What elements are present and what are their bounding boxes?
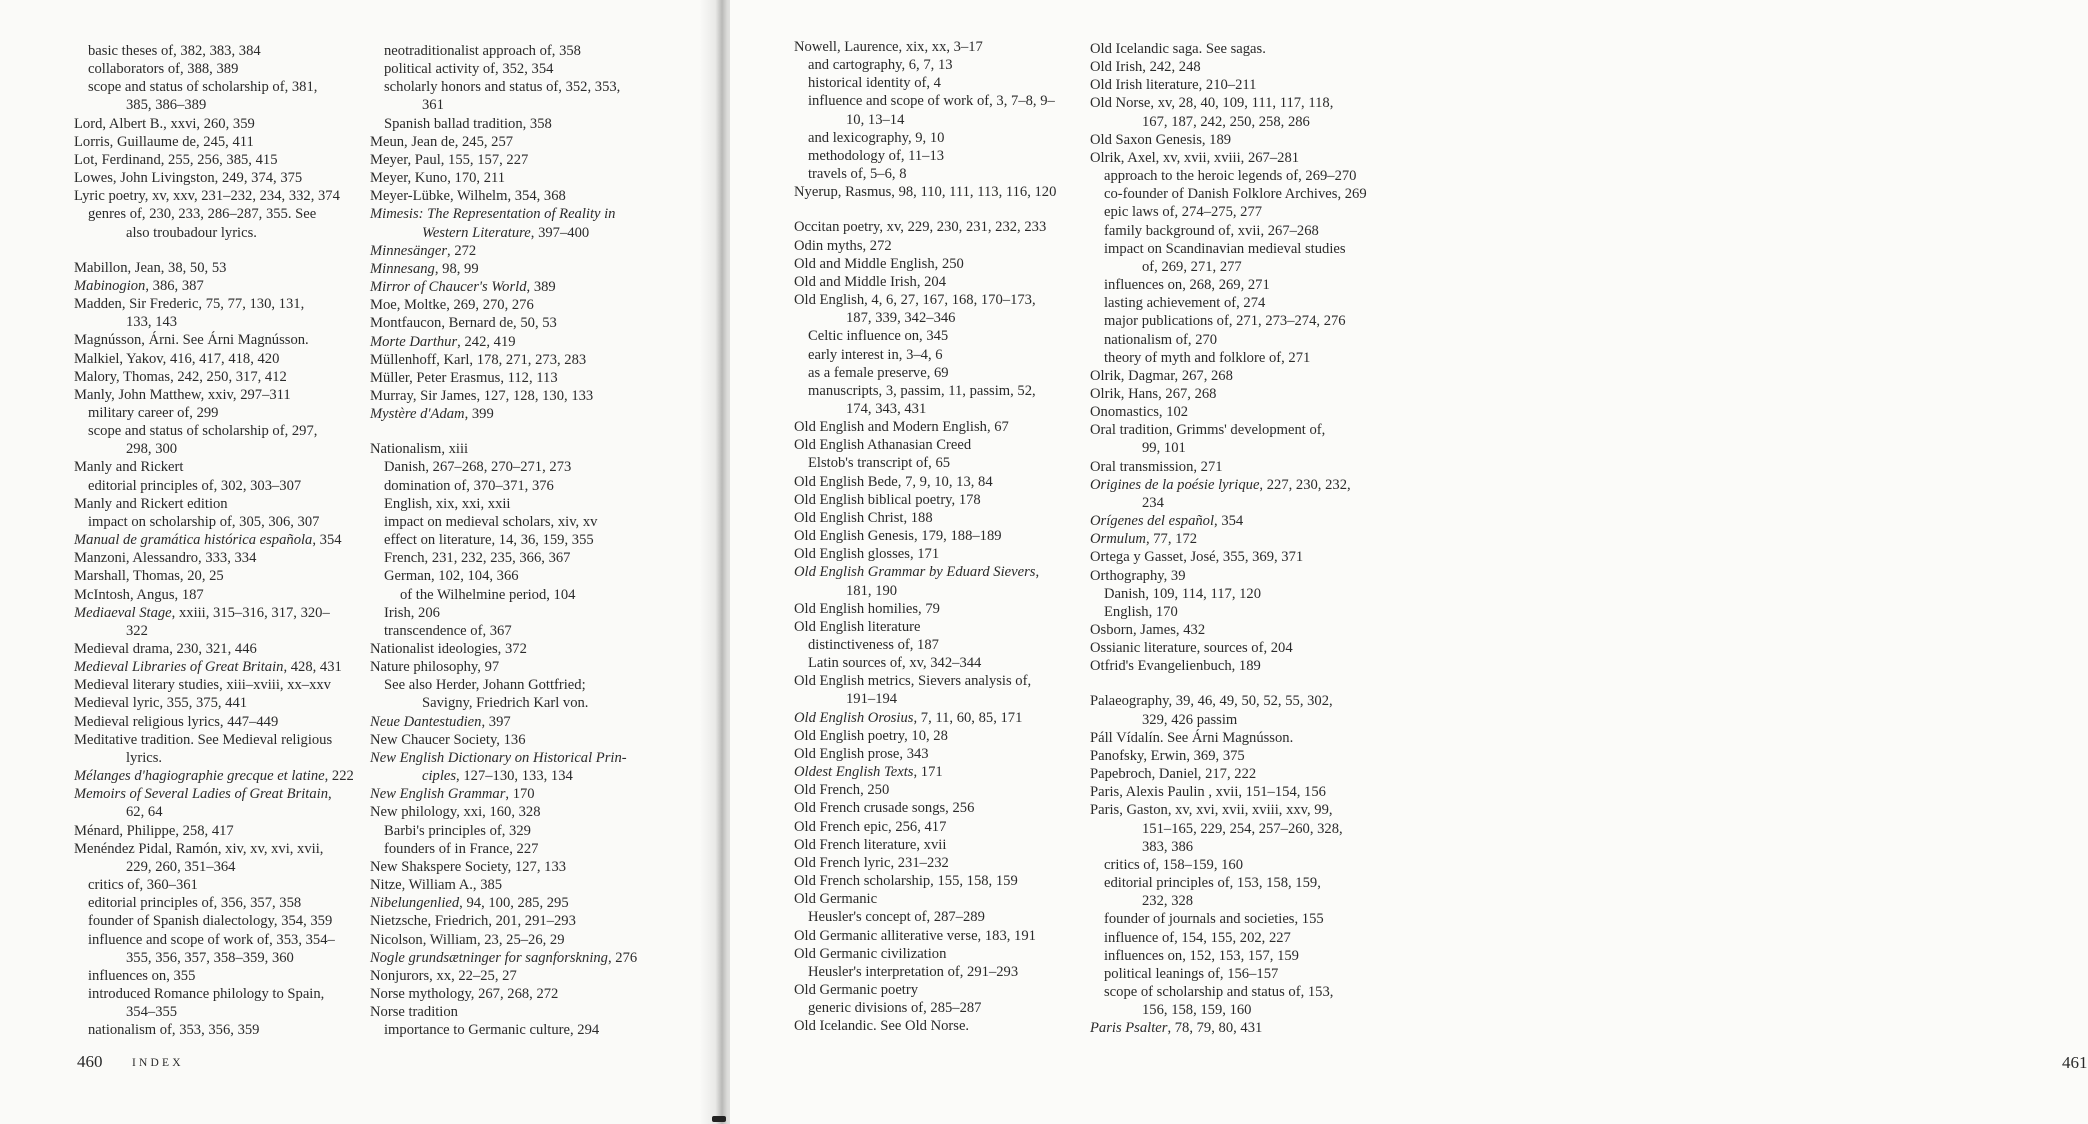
index-subentry: 355, 356, 357, 358–359, 360 [126,949,294,966]
index-subentry: See also Herder, Johann Gottfried; [384,677,586,694]
index-entry [74,767,354,785]
entry-locators: , 78, 79, 80, 431 [1167,1020,1263,1037]
index-subentry: editorial principles of, 153, 158, 159, [1104,875,1321,892]
title-italic: Mirror of Chaucer's World [370,279,527,296]
index-subentry: political activity of, 352, 354 [384,61,554,78]
index-subentry: 187, 339, 342–346 [846,310,956,327]
index-subentry: critics of, 360–361 [88,877,198,894]
index-entry: Old English Athanasian Creed [794,437,972,454]
index-entry: Old and Middle Irish, 204 [794,273,947,290]
index-subentry: Irish, 206 [384,604,440,621]
index-entry: Manly and Rickert edition [74,495,228,512]
index-entry: Medieval lyric, 355, 375, 441 [74,695,248,712]
title-italic: Manual de gramática histórica española [74,532,313,549]
title-italic: Old English Orosius [794,709,914,726]
spine-mark [712,1116,726,1122]
section-gap [74,242,354,259]
index-subentry: methodology of, 11–13 [808,147,945,164]
entry-locators: , 386, 387 [145,277,204,294]
entry-locators: , 272 [447,242,477,259]
index-entry: Nicolson, William, 23, 25–26, 29 [370,931,565,948]
index-entry: Old French crusade songs, 256 [794,800,975,817]
entry-locators: , xxiii, 315–316, 317, 320– [171,604,330,621]
index-entry: Nitze, William A., 385 [370,877,503,894]
index-subentry: of, 269, 271, 277 [1142,258,1242,275]
index-column [74,42,354,1039]
index-entry [370,785,637,803]
index-subentry: importance to Germanic culture, 294 [384,1022,600,1039]
index-entry: Lot, Ferdinand, 255, 256, 385, 415 [74,151,278,168]
index-subentry: nationalism of, 353, 356, 359 [88,1022,260,1039]
index-subentry: impact on Scandinavian medieval studies [1104,240,1346,257]
index-entry: Meyer, Paul, 155, 157, 227 [370,151,529,168]
title-italic: Memoirs of Several Ladies of Great Britain [74,786,329,803]
index-entry: New philology, xxi, 160, 328 [370,804,541,821]
index-subentry: co-founder of Danish Folklore Archives, 269 [1104,186,1367,203]
entry-locators: , 170 [505,786,535,803]
index-entry: Old French literature, xvii [794,836,947,853]
index-entry: Old English metrics, Sievers analysis of, [794,673,1032,690]
index-entry: Malkiel, Yakov, 416, 417, 418, 420 [74,350,280,367]
index-entry: Magnússon, Árni. See Árni Magnússon. [74,332,309,349]
index-entry: New Chaucer Society, 136 [370,731,526,748]
index-entry: Old English Bede, 7, 9, 10, 13, 84 [794,473,993,490]
index-entry: Nonjurors, xx, 22–25, 27 [370,967,517,984]
index-subentry: influence and scope of work of, 3, 7–8, 9– [808,93,1055,110]
index-entry: Meditative tradition. See Medieval religious [74,731,333,748]
entry-locators: , 98, 99 [434,260,479,277]
entry-locators: , 222 [324,768,354,785]
index-entry: Old English and Modern English, 67 [794,419,1009,436]
index-entry: Palaeography, 39, 46, 49, 50, 52, 55, 302, [1090,693,1333,710]
index-subentry: manuscripts, 3, passim, 11, passim, 52, [808,382,1036,399]
index-entry: Osborn, James, 432 [1090,622,1206,638]
index-entry: Old English homilies, 79 [794,600,940,617]
index-entry: Medieval literary studies, xiii–xviii, xx–xxv [74,677,331,694]
title-italic: Mélanges d'hagiographie grecque et latine [74,768,325,785]
index-subentry [370,767,637,785]
index-subentry: 361 [422,97,444,114]
index-subentry: Spanish ballad tradition, 358 [384,115,552,132]
index-entry [794,763,1056,781]
index-entry: Olrik, Axel, xv, xvii, xviii, 267–281 [1090,149,1300,166]
index-subentry: 191–194 [846,691,898,708]
section-gap [370,423,637,440]
entry-locators: , 354 [312,532,342,549]
index-subentry: collaborators of, 388, 389 [88,61,239,78]
index-entry: Marshall, Thomas, 20, 25 [74,568,224,585]
entry-locators: , 428, 431 [283,659,342,676]
index-subentry: 133, 143 [126,314,178,331]
index-subentry: critics of, 158–159, 160 [1104,856,1244,873]
index-subentry: Savigny, Friedrich Karl von. [422,695,589,712]
index-entry: Nationalism, xiii [370,441,469,458]
index-entry: Old English literature [794,618,921,635]
index-entry: Old English biblical poetry, 178 [794,491,981,508]
index-subentry: 383, 386 [1142,838,1194,855]
index-column [1090,40,1367,1037]
index-entry [74,604,354,622]
entry-locators: , [1035,564,1040,581]
index-subentry: also troubadour lyrics. [126,224,257,241]
index-subentry: 234 [1142,494,1164,511]
index-entry: Manly, John Matthew, xxiv, 297–311 [74,386,291,403]
index-entry [794,709,1056,727]
index-subentry: and cartography, 6, 7, 13 [808,57,953,74]
index-entry: Orthography, 39 [1090,567,1186,584]
index-entry: Otfrid's Evangelienbuch, 189 [1090,658,1261,675]
index-entry [1090,476,1367,494]
index-entry: Occitan poetry, xv, 229, 230, 231, 232, 233 [794,219,1047,236]
section-gap [1090,675,1367,692]
entry-locators: , 389 [526,279,556,296]
index-subentry: basic theses of, 382, 383, 384 [88,43,261,59]
index-subentry: English, xix, xxi, xxii [384,495,511,512]
index-subentry: distinctiveness of, 187 [808,637,939,653]
title-italic: Ormulum [1090,531,1146,548]
page-number: 461 [2062,1053,2088,1072]
index-subentry: lasting achievement of, 274 [1104,295,1266,312]
index-entry [74,658,354,676]
index-entry: Nationalist ideologies, 372 [370,641,527,657]
index-subentry: lyrics. [126,749,163,766]
index-entry: Old English Genesis, 179, 188–189 [794,528,1002,545]
index-entry: Madden, Sir Frederic, 75, 77, 130, 131, [74,296,305,313]
index-entry: Oral transmission, 271 [1090,458,1223,475]
left-page [0,0,716,1124]
index-entry [370,405,637,423]
index-entry [370,333,637,351]
index-entry: Old English glosses, 171 [794,546,940,563]
index-subentry: 229, 260, 351–364 [126,858,236,875]
title-italic: Oldest English Texts [794,764,914,781]
index-subentry: introduced Romance philology to Spain, [88,985,325,1002]
index-subentry: of the Wilhelmine period, 104 [400,586,576,603]
index-entry: Olrik, Dagmar, 267, 268 [1090,367,1233,384]
index-subentry: founder of journals and societies, 155 [1104,911,1324,928]
index-subentry: founders of in France, 227 [384,840,539,857]
index-subentry: 329, 426 passim [1142,711,1238,728]
index-entry: Manly and Rickert [74,459,184,476]
index-entry [370,749,637,767]
index-subentry [370,224,637,242]
index-entry: Old Germanic poetry [794,981,919,998]
index-entry: Papebroch, Daniel, 217, 222 [1090,766,1257,783]
index-entry: Nyerup, Rasmus, 98, 110, 111, 113, 116, 120 [794,184,1057,201]
index-subentry: 167, 187, 242, 250, 258, 286 [1142,113,1310,130]
index-entry: Paris, Alexis Paulin , xvii, 151–154, 156 [1090,784,1326,801]
entry-locators: , 399 [464,406,494,423]
index-entry: Ortega y Gasset, José, 355, 369, 371 [1090,549,1304,566]
title-italic: Mystère d'Adam [370,406,465,423]
index-entry: Nowell, Laurence, xix, xx, 3–17 [794,39,983,55]
index-entry: Old English prose, 343 [794,745,929,762]
index-subentry: effect on literature, 14, 36, 159, 355 [384,532,594,549]
index-subentry: 385, 386–389 [126,97,207,114]
index-subentry: German, 102, 104, 366 [384,568,519,585]
index-subentry: early interest in, 3–4, 6 [808,346,943,363]
page-number: 460 [77,1052,103,1071]
index-subentry: generic divisions of, 285–287 [808,1000,982,1017]
index-subentry: scope of scholarship and status of, 153, [1104,983,1334,1000]
index-entry: Ménard, Philippe, 258, 417 [74,822,234,839]
entry-locators: , 127–130, 133, 134 [456,768,573,785]
index-entry: Murray, Sir James, 127, 128, 130, 133 [370,387,594,404]
index-entry [370,260,637,278]
index-column [794,38,1056,1035]
entry-locators: , 227, 230, 232, [1259,476,1351,493]
title-italic: Mimesis: The Representation of Reality in [370,206,616,223]
entry-locators: , 94, 100, 285, 295 [459,895,569,912]
entry-locators: , 276 [607,949,638,966]
index-entry: Nature philosophy, 97 [370,659,500,676]
index-subentry: Danish, 109, 114, 117, 120 [1104,585,1262,602]
index-subentry: travels of, 5–6, 8 [808,166,907,183]
index-entry: Müller, Peter Erasmus, 112, 113 [370,369,558,386]
index-entry: Paris, Gaston, xv, xvi, xvii, xviii, xxv, 99, [1090,802,1333,819]
title-italic: Mediaeval Stage [74,604,172,621]
index-entry: Norse mythology, 267, 268, 272 [370,985,559,1002]
index-subentry: scope and status of scholarship of, 297, [88,423,318,440]
index-entry: New Shakspere Society, 127, 133 [370,858,567,875]
index-subentry: and lexicography, 9, 10 [808,129,945,146]
index-entry [794,563,1056,581]
title-italic: Paris Psalter [1090,1020,1168,1037]
entry-locators: , [328,786,332,803]
index-subentry: impact on medieval scholars, xiv, xv [384,513,598,530]
index-subentry: family background of, xvii, 267–268 [1104,222,1319,239]
index-entry: Old French scholarship, 155, 158, 159 [794,873,1018,890]
index-entry [1090,530,1367,548]
index-entry [370,242,637,260]
index-entry: Ossianic literature, sources of, 204 [1090,640,1293,657]
index-subentry: English, 170 [1104,603,1178,620]
entry-locators: , 77, 172 [1145,531,1198,548]
title-italic: Minnesang [370,260,435,277]
index-entry: Old English, 4, 6, 27, 167, 168, 170–173, [794,292,1036,309]
title-italic: Neue Dantestudien [370,713,482,730]
index-entry: Old English poetry, 10, 28 [794,727,948,744]
index-entry [370,278,637,296]
title-italic: Origines de la poésie lyrique [1090,476,1260,493]
index-subentry: epic laws of, 274–275, 277 [1104,204,1263,221]
index-subentry: 99, 101 [1142,440,1186,457]
index-entry: Moe, Moltke, 269, 270, 276 [370,297,534,314]
index-entry: Lowes, John Livingston, 249, 374, 375 [74,170,303,187]
index-entry: Old Germanic [794,891,878,908]
index-entry: Old Saxon Genesis, 189 [1090,131,1232,148]
index-subentry: Latin sources of, xv, 342–344 [808,655,982,672]
index-subentry: transcendence of, 367 [384,622,512,639]
index-entry: Old Icelandic saga. See sagas. [1090,41,1266,57]
index-subentry: editorial principles of, 302, 303–307 [88,477,302,494]
index-subentry: founder of Spanish dialectology, 354, 359 [88,913,333,930]
title-italic: New English Grammar [370,786,506,803]
index-subentry: genres of, 230, 233, 286–287, 355. See [88,206,317,223]
index-subentry: historical identity of, 4 [808,75,941,92]
index-entry [370,949,637,967]
index-subentry: Heusler's interpretation of, 291–293 [808,963,1019,980]
title-italic: Minnesänger [370,242,448,259]
index-subentry: nationalism of, 270 [1104,331,1218,348]
title-italic: New English Dictionary on Historical Prin- [370,749,627,766]
title-italic: Medieval Libraries of Great Britain [74,659,284,676]
index-subentry: as a female preserve, 69 [808,364,949,381]
index-entry: Old Icelandic. See Old Norse. [794,1018,970,1035]
entry-locators: , 242, 419 [457,333,516,350]
index-entry: Old Germanic alliterative verse, 183, 191 [794,927,1036,944]
entry-locators: , 397–400 [530,224,590,241]
index-entry [370,713,637,731]
index-subentry: 62, 64 [126,804,163,821]
index-subentry: Danish, 267–268, 270–271, 273 [384,459,572,476]
index-subentry: 151–165, 229, 254, 257–260, 328, [1142,820,1343,837]
index-entry [370,205,637,223]
index-entry [74,785,354,803]
index-entry: Old French lyric, 231–232 [794,854,949,871]
running-head: INDEX [132,1057,184,1069]
index-entry: Lorris, Guillaume de, 245, 411 [74,133,254,150]
title-italic: Nogle grundsætninger for sagnforskning [370,949,608,966]
title-italic: Orígenes del español [1090,513,1215,530]
index-subentry: major publications of, 271, 273–274, 276 [1104,313,1346,330]
title-italic: Western Literature [422,224,531,241]
index-subentry: 156, 158, 159, 160 [1142,1002,1252,1019]
index-entry: Medieval religious lyrics, 447–449 [74,713,279,730]
index-entry: Lyric poetry, xv, xxv, 231–232, 234, 332, 374 [74,188,340,205]
index-subentry: influences on, 152, 153, 157, 159 [1104,947,1299,964]
index-entry: Lord, Albert B., xxvi, 260, 359 [74,115,255,132]
index-subentry: neotraditionalist approach of, 358 [384,43,581,59]
index-subentry: impact on scholarship of, 305, 306, 307 [88,513,320,530]
index-entry: Malory, Thomas, 242, 250, 317, 412 [74,368,287,385]
entry-locators: , 397 [481,713,511,730]
index-entry: Norse tradition [370,1004,458,1021]
index-entry: Oral tradition, Grimms' development of, [1090,422,1326,439]
index-entry: Montfaucon, Bernard de, 50, 53 [370,315,557,332]
title-italic: ciples [422,768,457,785]
index-subentry: domination of, 370–371, 376 [384,477,554,494]
index-entry: Meyer-Lübke, Wilhelm, 354, 368 [370,188,566,205]
title-italic: Old English Grammar by Eduard Sievers [794,564,1036,581]
index-subentry: political leanings of, 156–157 [1104,965,1279,982]
entry-locators: , 7, 11, 60, 85, 171 [913,709,1023,726]
index-entry: Menéndez Pidal, Ramón, xiv, xv, xvi, xvii, [74,840,324,857]
index-entry: Nietzsche, Friedrich, 201, 291–293 [370,913,576,930]
index-subentry: scholarly honors and status of, 352, 353, [384,79,621,96]
index-subentry: Barbi's principles of, 329 [384,822,531,839]
index-entry: Old English Christ, 188 [794,509,933,526]
index-subentry: Celtic influence on, 345 [808,328,949,345]
index-entry: Old Irish literature, 210–211 [1090,77,1257,94]
index-subentry: 174, 343, 431 [846,400,927,417]
index-entry: Olrik, Hans, 267, 268 [1090,385,1217,402]
index-subentry: influences on, 268, 269, 271 [1104,277,1270,294]
index-subentry: editorial principles of, 356, 357, 358 [88,895,302,912]
index-entry: Old French epic, 256, 417 [794,818,947,835]
title-italic: Mabinogion [74,277,146,294]
index-entry: Müllenhoff, Karl, 178, 271, 273, 283 [370,351,587,368]
index-subentry: Heusler's concept of, 287–289 [808,909,985,926]
index-entry: Old Irish, 242, 248 [1090,59,1201,76]
index-entry: Old Norse, xv, 28, 40, 109, 111, 117, 118, [1090,95,1334,112]
index-subentry: military career of, 299 [88,404,219,421]
index-entry: Mabillon, Jean, 38, 50, 53 [74,259,227,276]
index-subentry: 10, 13–14 [846,111,905,128]
index-entry: Panofsky, Erwin, 369, 375 [1090,747,1245,764]
index-entry: Old Germanic civilization [794,945,947,962]
entry-locators: , 171 [913,764,943,781]
title-italic: Morte Darthur [370,333,458,350]
index-subentry: 181, 190 [846,582,898,599]
index-subentry: French, 231, 232, 235, 366, 367 [384,550,571,567]
index-subentry: 232, 328 [1142,893,1194,910]
index-subentry: theory of myth and folklore of, 271 [1104,349,1311,366]
index-entry: Onomastics, 102 [1090,404,1189,421]
index-entry: Medieval drama, 230, 321, 446 [74,641,257,657]
index-entry [74,277,354,295]
index-entry [1090,512,1367,530]
index-subentry: approach to the heroic legends of, 269–270 [1104,168,1357,185]
title-italic: Nibelungenlied [370,895,460,912]
index-subentry: 298, 300 [126,441,178,458]
index-entry: Páll Vídalín. See Árni Magnússon. [1090,729,1294,746]
index-subentry: influence and scope of work of, 353, 354– [88,931,335,948]
index-entry [370,894,637,912]
index-subentry: influence of, 154, 155, 202, 227 [1104,929,1291,946]
index-subentry: 322 [126,622,148,639]
section-gap [794,201,1056,218]
index-subentry: 354–355 [126,1004,178,1021]
index-column [370,42,637,1039]
index-entry [74,531,354,549]
index-subentry: influences on, 355 [88,967,196,984]
index-entry: Old French, 250 [794,782,890,799]
index-subentry: Elstob's transcript of, 65 [808,455,951,472]
index-entry: Manzoni, Alessandro, 333, 334 [74,550,257,567]
entry-locators: , 354 [1214,513,1244,530]
index-entry: Odin myths, 272 [794,237,892,254]
index-entry: Meun, Jean de, 245, 257 [370,133,514,150]
index-entry: Old and Middle English, 250 [794,255,964,272]
index-subentry: scope and status of scholarship of, 381, [88,79,318,96]
index-entry: Meyer, Kuno, 170, 211 [370,170,506,187]
index-entry: McIntosh, Angus, 187 [74,586,204,603]
index-entry [1090,1019,1367,1037]
